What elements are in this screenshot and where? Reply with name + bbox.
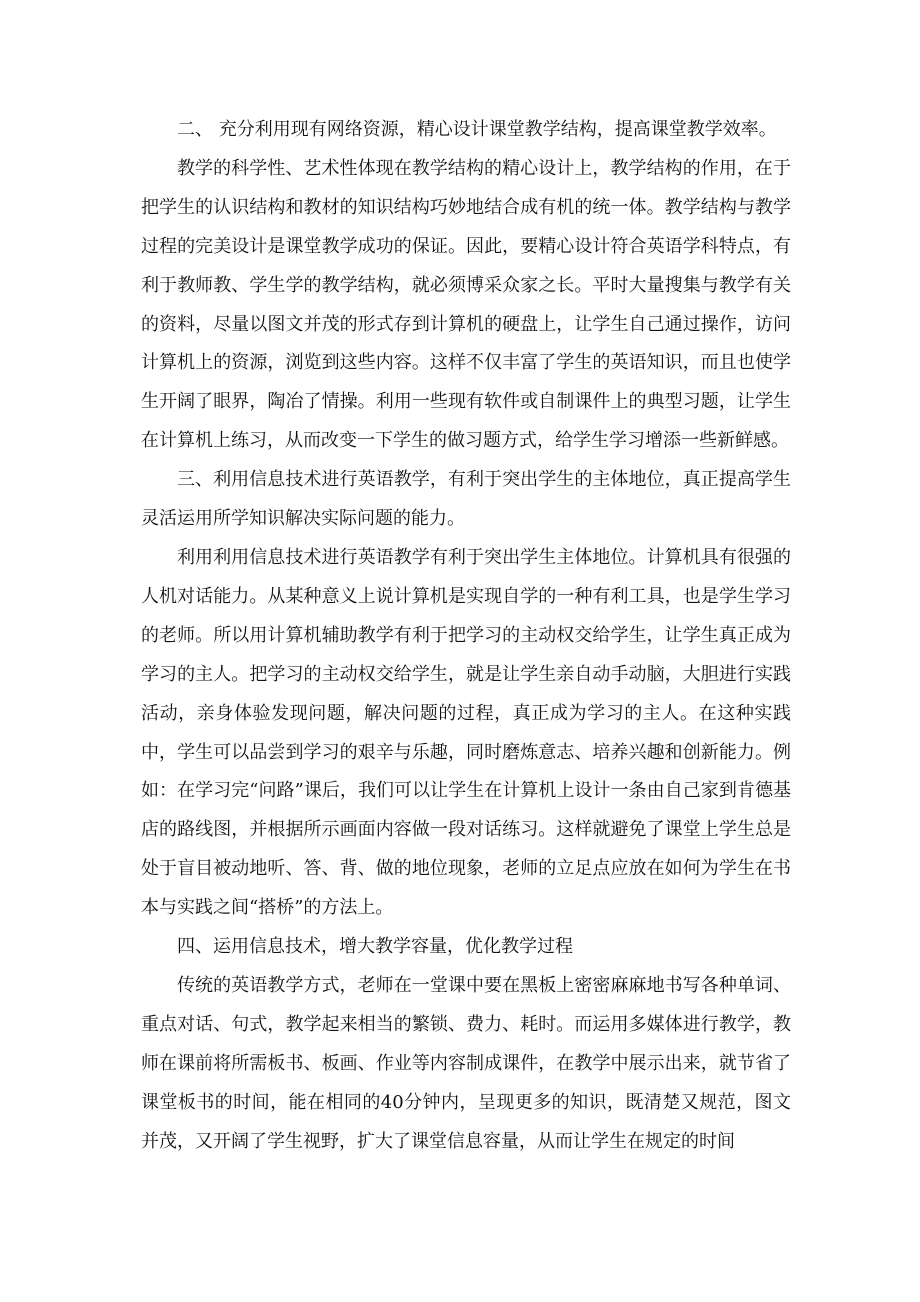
section-heading-2: 二、 充分利用现有网络资源，精心设计课堂教学结构，提高课堂教学效率。 bbox=[177, 119, 777, 140]
body-paragraph: 传统的英语教学方式，老师在一堂课中要在黑板上密密麻麻地书写各种单词、重点对话、句式，教学起来相当的繁锁、费力、耗时。而运用多媒体进行教学，教师在课前将所需板书、板画、作业等内容制成课件，在教学中展示出来，就节省了课堂板书的时间，能在相同的40分钟内，呈现更多的知识，既清楚又规范，图文并茂，又开阔了学生视野，扩大了课堂信息容量，从而让学生在规定的时间 bbox=[141, 974, 791, 1152]
body-paragraph: 教学的科学性、艺术性体现在教学结构的精心设计上，教学结构的作用，在于把学生的认识结构和教材的知识结构巧妙地结合成有机的统一体。教学结构与教学过程的完美设计是课堂教学成功的保证。因此，要精心设计符合英语学科特点，有利于教师教、学生学的教学结构，就必须博采众家之长。平时大量搜集与教学有关的资料，尽量以图文并茂的形式存到计算机的硬盘上，让学生自己通过操作，访问计算机上的资源，浏览到这些内容。这样不仅丰富了学生的英语知识，而且也使学生开阔了眼界，陶冶了情操。利用一些现有软件或自制课件上的典型习题，让学生在计算机上练习，从而改变一下学生的做习题方式，给学生学习增添一些新鲜感。 bbox=[141, 157, 791, 452]
body-paragraph: 利用利用信息技术进行英语教学有利于突出学生主体地位。计算机具有很强的人机对话能力。从某种意义上说计算机是实现自学的一种有利工具，也是学生学习的老师。所以用计算机辅助教学有利于把学习的主动权交给学生，让学生真正成为学习的主人。把学习的主动权交给学生，就是让学生亲自动手动脑，大胆进行实践活动，亲身体验发现问题，解决问题的过程，真正成为学习的主人。在这种实践中，学生可以品尝到学习的艰辛与乐趣，同时磨炼意志、培养兴趣和创新能力。例如：在学习完“问路”课后，我们可以让学生在计算机上设计一条由自己家到肯德基店的路线图，并根据所示画面内容做一段对话练习。这样就避免了课堂上学生总是处于盲目被动地听、答、背、做的地位现象，老师的立足点应放在如何为学生在书本与实践之间“搭桥”的方法上。 bbox=[141, 546, 791, 919]
section-heading-4: 四、运用信息技术，增大教学容量，优化教学过程 bbox=[177, 936, 573, 958]
document-body bbox=[141, 111, 791, 1161]
section-heading-3: 三、利用信息技术进行英语教学，有利于突出学生的主体地位，真正提高学生灵活运用所学知识解决实际问题的能力。 bbox=[141, 469, 791, 530]
